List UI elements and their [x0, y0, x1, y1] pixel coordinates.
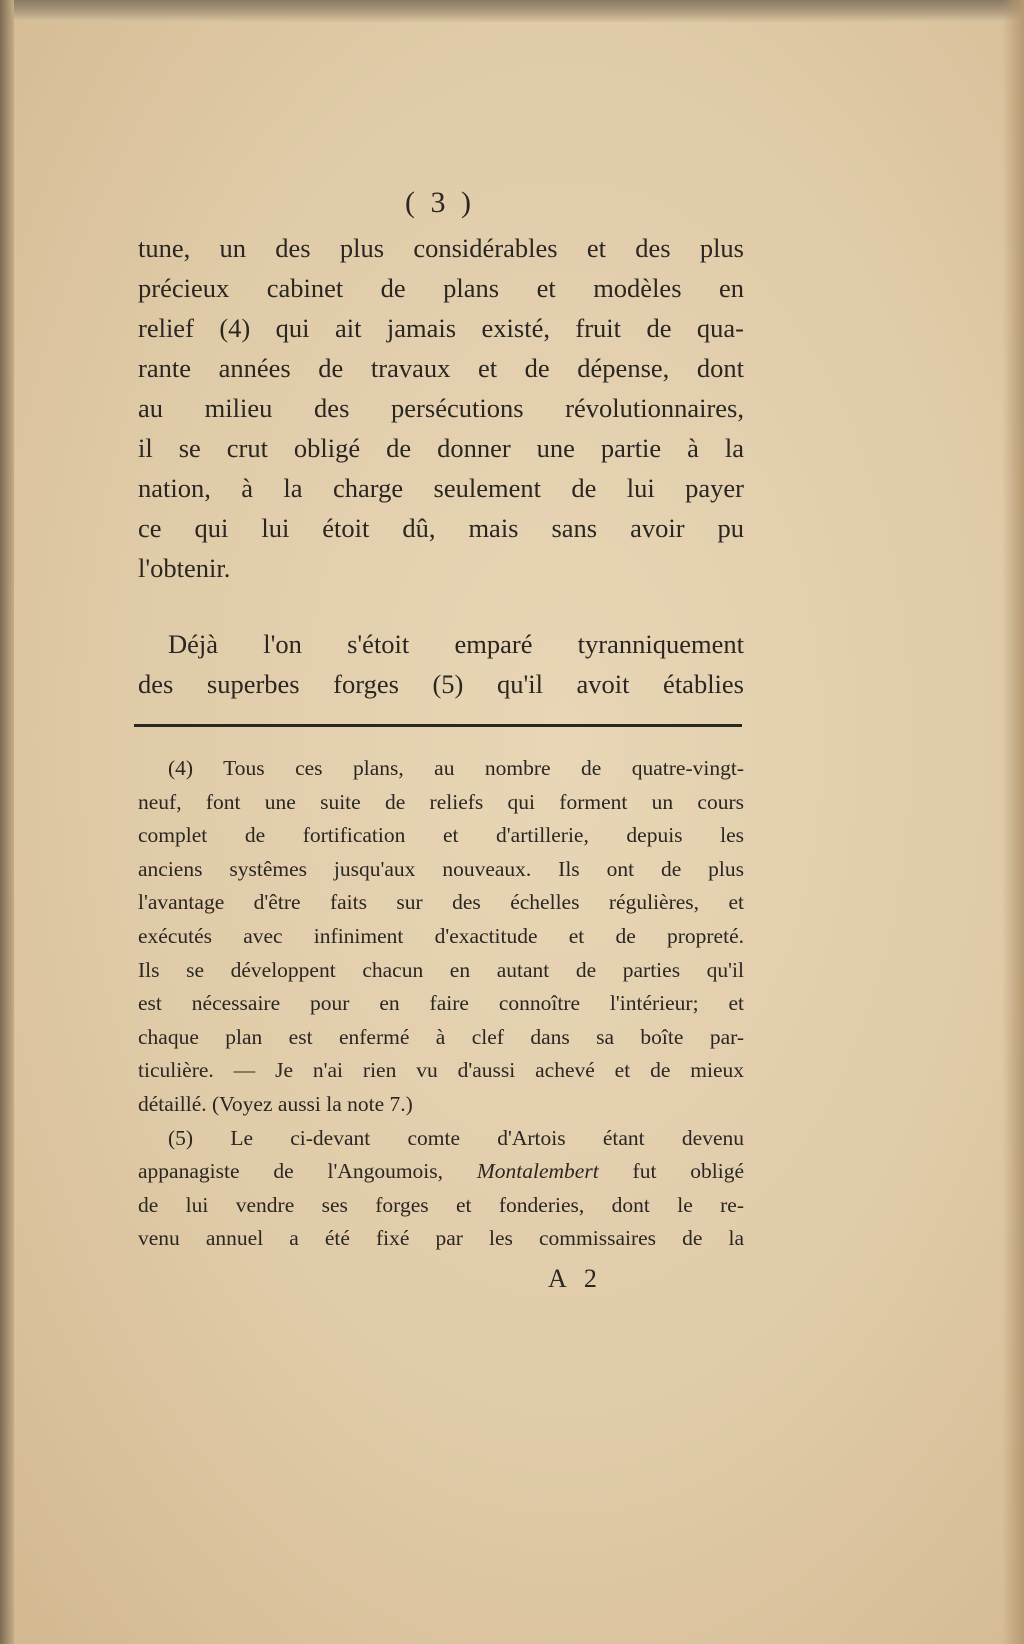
text-line: ce qui lui étoit dû, mais sans avoir pu — [138, 513, 744, 543]
text-line: précieux cabinet de plans et modèles en — [138, 273, 744, 303]
text-line: il se crut obligé de donner une partie à la — [138, 433, 744, 463]
text-line: au milieu des persécutions révolutionnaires, — [138, 393, 744, 423]
signature-mark: A 2 — [548, 1264, 603, 1293]
footnote-text: fut obligé — [598, 1159, 744, 1184]
footnote-line: de lui vendre ses forges et fonderies, dont le re- — [138, 1192, 744, 1217]
page-number: ( 3 ) — [405, 186, 475, 219]
main-text-block — [138, 228, 744, 588]
page-right-edge — [1002, 0, 1024, 1644]
footnote-line: anciens systêmes jusqu'aux nouveaux. Ils ont de plus — [138, 856, 744, 881]
footnote-line: venu annuel a été fixé par les commissaires de la — [138, 1226, 744, 1251]
footnote-line: Ils se développent chacun en autant de parties qu'il — [138, 957, 744, 982]
page-binding-edge — [0, 0, 14, 1644]
text-line: Déjà l'on s'étoit emparé tyranniquement — [168, 629, 744, 659]
text-line: rante années de travaux et de dépense, dont — [138, 353, 744, 383]
footnote-line: exécutés avec infiniment d'exactitude et de propreté. — [138, 923, 744, 948]
text-line: nation, à la charge seulement de lui payer — [138, 473, 744, 503]
text-line: tune, un des plus considérables et des plus — [138, 233, 744, 263]
footnote-line: chaque plan est enfermé à clef dans sa boîte par- — [138, 1024, 744, 1049]
footnote-rule — [134, 724, 742, 727]
text-line: des superbes forges (5) qu'il avoit établies — [138, 669, 744, 699]
footnote-line: l'avantage d'être faits sur des échelles régulières, et — [138, 890, 744, 915]
paragraph-2 — [138, 624, 744, 704]
footnote-line: neuf, font une suite de reliefs qui forment un cours — [138, 789, 744, 814]
footnote-line: (4) Tous ces plans, au nombre de quatre-vingt- — [168, 756, 744, 780]
text-line: l'obtenir. — [138, 553, 231, 583]
footnote-text: appanagiste de l'Angoumois, — [138, 1159, 477, 1184]
footnote-line: (5) Le ci-devant comte d'Artois étant devenu — [168, 1125, 744, 1150]
footnotes-block — [138, 752, 744, 1256]
page-top-edge — [0, 0, 1024, 22]
footnote-line — [138, 1155, 744, 1189]
footnote-name-italic: Montalembert — [476, 1159, 599, 1184]
text-line: relief (4) qui ait jamais existé, fruit de qua- — [138, 313, 744, 343]
footnote-line: complet de fortification et d'artillerie, depuis les — [138, 823, 744, 848]
footnote-line: ticulière. — Je n'ai rien vu d'aussi achevé et de mieux — [138, 1058, 744, 1083]
footnote-line: est nécessaire pour en faire connoître l'intérieur; et — [138, 991, 744, 1016]
footnote-line: détaillé. (Voyez aussi la note 7.) — [138, 1091, 413, 1116]
